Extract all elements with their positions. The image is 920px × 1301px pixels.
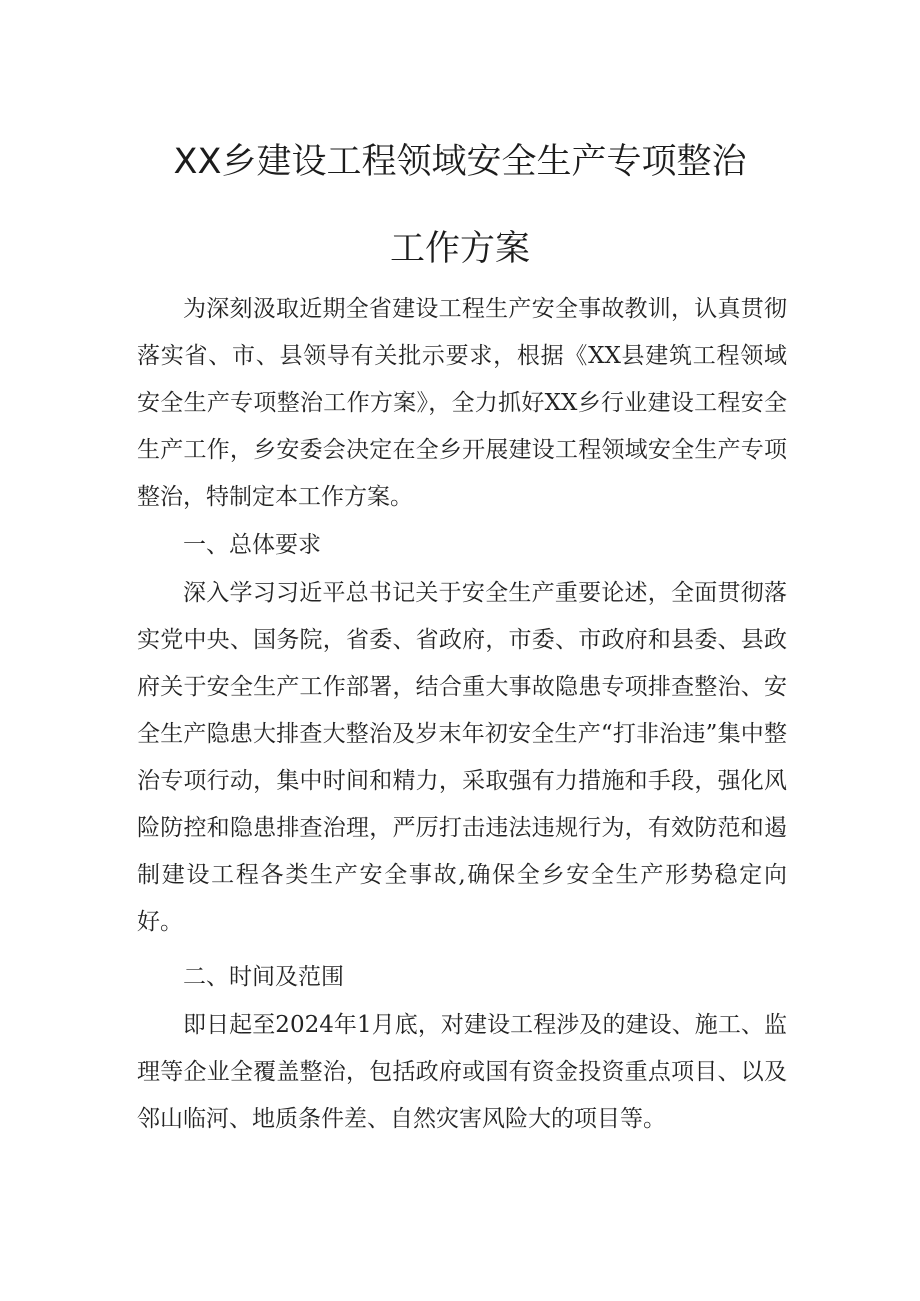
paragraph-general-requirements: 深入学习习近平总书记关于安全生产重要论述，全面贯彻落实党中央、国务院，省委、省政府，市委、市政府和县委、县政府关于安全生产工作部署，结合重大事故隐患专项排查整治、安全生产隐患大排查大整治及岁末年初安全生产“打非治违”集中整治专项行动，集中时间和精力，采取强有力措施和手段，强化风险防控和隐患排查治理，严厉打击违法违规行为，有效防范和遏制建设工程各类生产安全事故,确保全乡安全生产形势稳定向好。 <box>137 580 787 935</box>
paragraph-time-and-scope: 即日起至2024年1月底，对建设工程涉及的建设、施工、监理等企业全覆盖整治，包括政府或国有资金投资重点项目、以及邻山临河、地质条件差、自然灾害风险大的项目等。 <box>137 1012 787 1132</box>
paragraph-intro: 为深刻汲取近期全省建设工程生产安全事故教训，认真贯彻落实省、市、县领导有关批示要求，根据《XX县建筑工程领域安全生产专项整治工作方案》，全力抓好XX乡行业建设工程安全生产工作，乡安委会决定在全乡开展建设工程领域安全生产专项整治，特制定本工作方案。 <box>137 296 787 510</box>
section-heading-time-and-scope: 二、时间及范围 <box>183 964 344 990</box>
section-heading-general-requirements: 一、总体要求 <box>183 532 321 558</box>
document-body <box>137 286 787 1143</box>
document-title-line-1: XX乡建设工程领域安全生产专项整治 <box>173 142 747 182</box>
document-title-line-2: 工作方案 <box>389 229 530 269</box>
